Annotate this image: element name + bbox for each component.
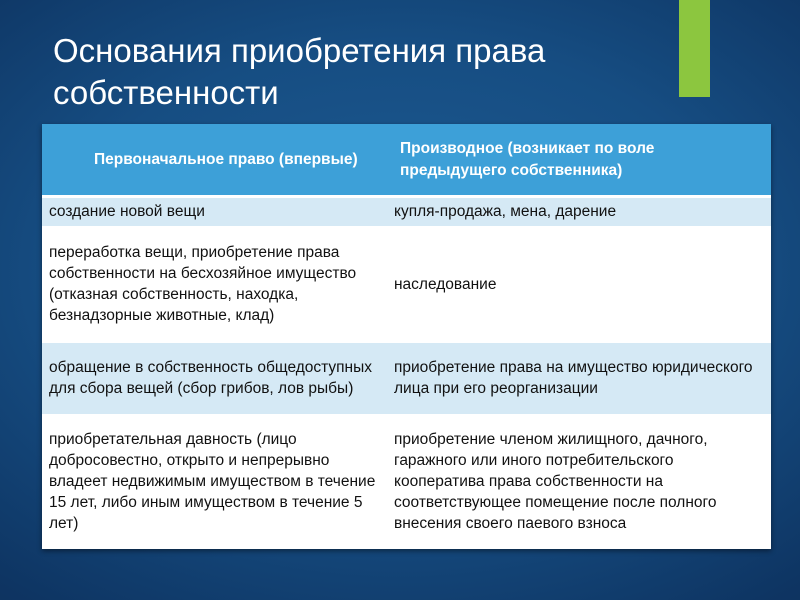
cell-derivative: приобретение права на имущество юридического лица при его реорганизации [384,342,771,415]
table-row [42,197,771,227]
header-derivative-right: Производное (возникает по воле предыдущего собственника) [384,124,771,197]
cell-derivative: купля-продажа, мена, дарение [384,197,771,227]
table-header-row [42,124,771,197]
table-row [42,227,771,342]
accent-bar [679,0,710,97]
cell-derivative: наследование [384,227,771,342]
slide-title: Основания приобретения права собственности [53,32,546,111]
cell-original: приобретательная давность (лицо добросовестно, открыто и непрерывно владеет недвижимым имуществом в течение 15 лет, либо иным имуществом в течение 5 лет) [42,415,384,549]
cell-derivative: приобретение членом жилищного, дачного, гаражного или иного потребительского кооператива права собственности на соответствующее помещение после полного внесения своего паевого взноса [384,415,771,549]
cell-original: создание новой вещи [42,197,384,227]
table-row [42,415,771,549]
table-row [42,342,771,415]
cell-original: обращение в собственность общедоступных для сбора вещей (сбор грибов, лов рыбы) [42,342,384,415]
header-original-right: Первоначальное право (впервые) [42,124,384,197]
cell-original: переработка вещи, приобретение права собственности на бесхозяйное имущество (отказная собственность, находка, безнадзорные животные, клад) [42,227,384,342]
comparison-table [42,124,771,549]
